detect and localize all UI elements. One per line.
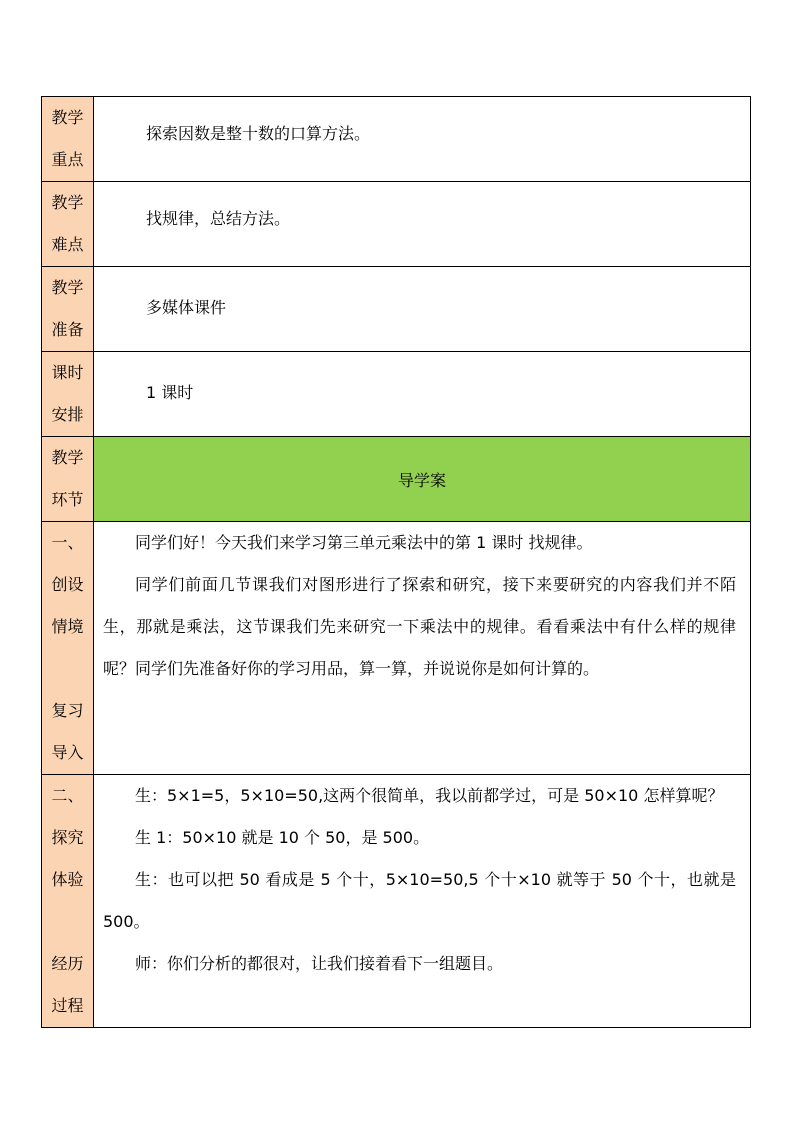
label-line: 体验 — [51, 870, 84, 889]
table-row — [42, 352, 751, 437]
paragraph: 生 1：50×10 就是 10 个 50，是 500。 — [135, 828, 430, 847]
paragraph: 同学们好！今天我们来学习第三单元乘法中的第 1 课时 找规律。 — [135, 533, 593, 552]
row-label-difficulties — [42, 182, 94, 267]
label-line: 准备 — [51, 320, 84, 339]
label-line: 教学 — [51, 448, 84, 467]
table-row — [42, 775, 751, 1028]
row-label-preparation — [42, 267, 94, 352]
label-line: 情境 — [51, 617, 84, 636]
paragraph: 同学们前面几节课我们对图形进行了探索和研究，接下来要研究的内容我们并不陌生，那就是乘法，这节课我们先来研究一下乘法中的规律。看看乘法中有什么样的规律呢？同学们先准备好你的学习用品，算一算，并说说你是如何计算的。 — [103, 575, 736, 678]
label-line: 探究 — [51, 828, 84, 847]
paragraph: 师：你们分析的都很对，让我们接着看下一组题目。 — [135, 954, 504, 973]
section-2-content — [94, 775, 751, 1028]
label-line: 课时 — [51, 363, 84, 382]
row-content-difficulties — [94, 182, 751, 267]
label-line: 过程 — [51, 996, 84, 1015]
label-line: 导入 — [51, 743, 84, 762]
table-row — [42, 97, 751, 182]
label-line: 一、 — [51, 533, 84, 552]
label-line: 教学 — [51, 108, 84, 127]
label-line: 难点 — [51, 235, 84, 254]
row-label-key-points — [42, 97, 94, 182]
section-1-content — [94, 522, 751, 775]
table-row — [42, 182, 751, 267]
row-label-segment — [42, 437, 94, 522]
row-content-key-points — [94, 97, 751, 182]
label-line: 二、 — [51, 786, 84, 805]
row-label-section-2 — [42, 775, 94, 1028]
table-row — [42, 267, 751, 352]
content-text: 找规律，总结方法。 — [146, 209, 291, 228]
paragraph: 生：也可以把 50 看成是 5 个十，5×10=50,5 个十×10 就等于 50 个十，也就是 500。 — [103, 870, 736, 931]
label-spacer — [42, 901, 93, 943]
guide-header-cell — [94, 437, 751, 522]
content-text: 探索因数是整十数的口算方法。 — [146, 124, 371, 143]
lesson-plan-table — [41, 96, 751, 1028]
row-label-schedule — [42, 352, 94, 437]
table-row — [42, 522, 751, 775]
guide-header-text: 导学案 — [397, 470, 446, 490]
label-line: 安排 — [51, 405, 84, 424]
label-line: 环节 — [51, 490, 84, 509]
table-row — [42, 437, 751, 522]
row-content-schedule — [94, 352, 751, 437]
row-content-preparation — [94, 267, 751, 352]
label-line: 复习 — [51, 701, 84, 720]
content-text: 多媒体课件 — [146, 298, 227, 317]
row-label-section-1 — [42, 522, 94, 775]
paragraph: 生：5×1=5，5×10=50,这两个很简单，我以前都学过，可是 50×10 怎样算呢？ — [135, 786, 724, 805]
label-line: 重点 — [51, 150, 84, 169]
content-text: 1 课时 — [146, 383, 194, 402]
label-line: 教学 — [51, 193, 84, 212]
label-line: 教学 — [51, 278, 84, 297]
label-line: 创设 — [51, 575, 84, 594]
label-line: 经历 — [51, 954, 84, 973]
label-spacer — [42, 648, 93, 690]
